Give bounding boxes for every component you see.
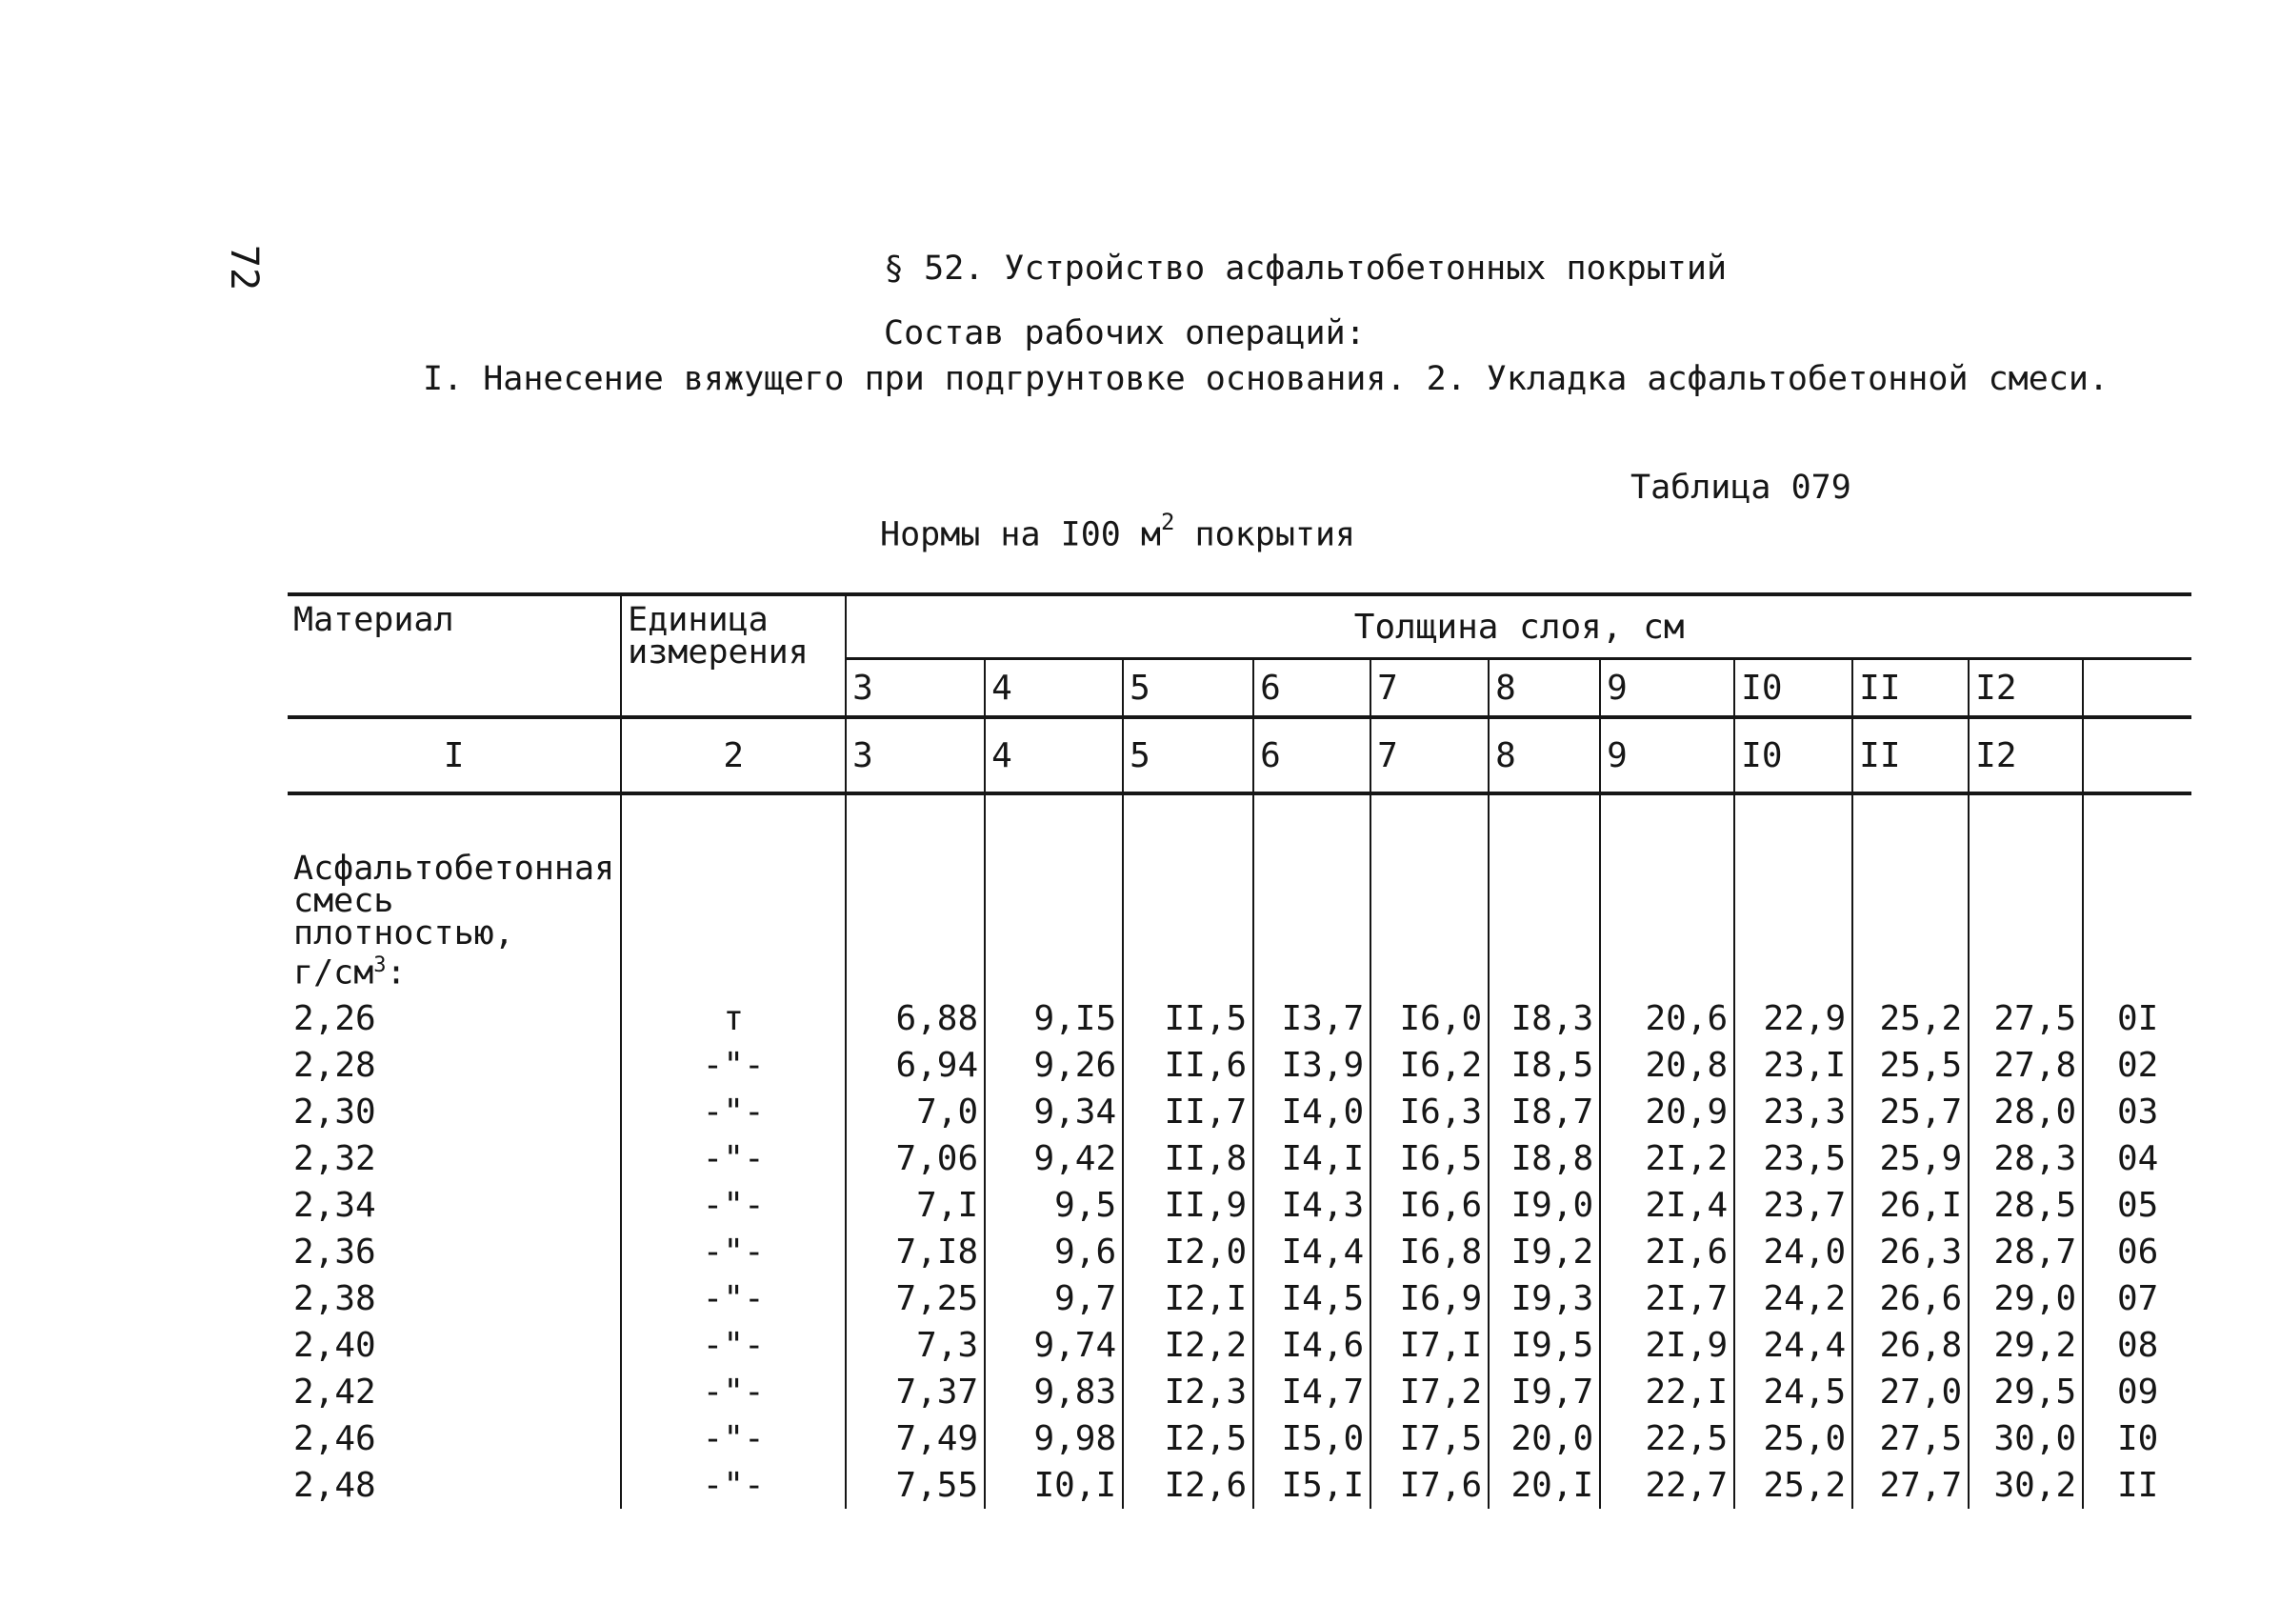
material-desc-sup: 3 [373, 953, 387, 978]
norm-value-cell: 29,2 [1969, 1322, 2083, 1369]
table-caption [880, 509, 1356, 554]
row-code-cell: 06 [2083, 1229, 2191, 1275]
material-desc-text: Асфальтобетонная смесь плотностью, [293, 850, 615, 953]
norm-value-cell: I6,5 [1370, 1135, 1489, 1182]
norm-value-cell: I2,2 [1123, 1322, 1253, 1369]
thickness-header-cell: 6 [1253, 659, 1370, 718]
caption-sup: 2 [1161, 509, 1175, 535]
unit-cell: т [621, 995, 846, 1042]
operations-heading: Состав рабочих операций: [884, 314, 1366, 352]
column-number-cell: 3 [846, 717, 985, 793]
norm-value-cell: I3,7 [1253, 995, 1370, 1042]
row-code-cell: I0 [2083, 1415, 2191, 1462]
norm-value-cell: II,9 [1123, 1182, 1253, 1229]
norm-value-cell: 9,6 [985, 1229, 1123, 1275]
density-cell: 2,32 [293, 1139, 376, 1178]
norm-value-cell: 24,0 [1734, 1229, 1852, 1275]
norm-value-cell: I2,0 [1123, 1229, 1253, 1275]
norm-value-cell: 2I,9 [1600, 1322, 1734, 1369]
material-description-row [288, 793, 2191, 995]
header-material: Материал [288, 594, 621, 717]
thickness-header-cell: I0 [1734, 659, 1852, 718]
norm-value-cell: 27,5 [1852, 1415, 1969, 1462]
row-code-cell: II [2083, 1462, 2191, 1509]
column-number-cell: 5 [1123, 717, 1253, 793]
norm-value-cell: 6,94 [846, 1042, 985, 1089]
norm-value-cell: I6,2 [1370, 1042, 1489, 1089]
table-row [288, 1182, 2191, 1229]
caption-suffix: покрытия [1174, 515, 1356, 554]
row-code-cell: 04 [2083, 1135, 2191, 1182]
unit-cell: -"- [621, 1275, 846, 1322]
norm-value-cell: 7,I [846, 1182, 985, 1229]
norm-value-cell: 25,5 [1852, 1042, 1969, 1089]
norm-value-cell: II,6 [1123, 1042, 1253, 1089]
norm-value-cell: I0,I [985, 1462, 1123, 1509]
density-cell: 2,34 [293, 1186, 376, 1225]
row-code-cell: 0I [2083, 995, 2191, 1042]
norm-value-cell: 7,37 [846, 1369, 985, 1415]
page-number: 72 [222, 244, 267, 291]
norm-value-cell: 27,5 [1969, 995, 2083, 1042]
norm-value-cell: I2,I [1123, 1275, 1253, 1322]
norm-value-cell: 26,I [1852, 1182, 1969, 1229]
row-code-cell: 05 [2083, 1182, 2191, 1229]
norm-value-cell: 7,3 [846, 1322, 985, 1369]
norm-value-cell: 2I,6 [1600, 1229, 1734, 1275]
norm-value-cell: I7,5 [1370, 1415, 1489, 1462]
norm-value-cell: I2,6 [1123, 1462, 1253, 1509]
norm-value-cell: I5,0 [1253, 1415, 1370, 1462]
column-number-cell: I2 [1969, 717, 2083, 793]
density-cell: 2,30 [293, 1093, 376, 1132]
density-cell: 2,46 [293, 1419, 376, 1458]
column-number-cell: 6 [1253, 717, 1370, 793]
section-title: § 52. Устройство асфальтобетонных покрытий [884, 250, 1728, 288]
unit-cell: -"- [621, 1042, 846, 1089]
norm-value-cell: I9,0 [1489, 1182, 1600, 1229]
norm-value-cell: 2I,7 [1600, 1275, 1734, 1322]
norm-value-cell: I6,3 [1370, 1089, 1489, 1135]
row-code-cell: 03 [2083, 1089, 2191, 1135]
norm-value-cell: 28,3 [1969, 1135, 2083, 1182]
table-row [288, 1275, 2191, 1322]
column-number-cell: 7 [1370, 717, 1489, 793]
norm-value-cell: 9,7 [985, 1275, 1123, 1322]
table-row [288, 1369, 2191, 1415]
unit-cell: -"- [621, 1135, 846, 1182]
norm-value-cell: I4,0 [1253, 1089, 1370, 1135]
norm-value-cell: 25,2 [1852, 995, 1969, 1042]
norm-value-cell: 7,55 [846, 1462, 985, 1509]
norm-value-cell: I6,8 [1370, 1229, 1489, 1275]
norm-value-cell: I9,2 [1489, 1229, 1600, 1275]
norm-value-cell: 20,0 [1489, 1415, 1600, 1462]
code-header-cell [2083, 659, 2191, 718]
norm-value-cell: I7,2 [1370, 1369, 1489, 1415]
norm-value-cell: I7,I [1370, 1322, 1489, 1369]
norm-value-cell: I2,5 [1123, 1415, 1253, 1462]
column-number-cell: 9 [1600, 717, 1734, 793]
norm-value-cell: 2I,4 [1600, 1182, 1734, 1229]
density-cell: 2,42 [293, 1373, 376, 1412]
norm-value-cell: 20,I [1489, 1462, 1600, 1509]
norm-value-cell: 24,4 [1734, 1322, 1852, 1369]
norm-value-cell: I6,6 [1370, 1182, 1489, 1229]
table-row [288, 1135, 2191, 1182]
norm-value-cell: I9,5 [1489, 1322, 1600, 1369]
norm-value-cell: 22,7 [1600, 1462, 1734, 1509]
table-row [288, 1042, 2191, 1089]
density-cell: 2,36 [293, 1233, 376, 1272]
norm-value-cell: I3,9 [1253, 1042, 1370, 1089]
table-row [288, 1229, 2191, 1275]
unit-cell: -"- [621, 1462, 846, 1509]
norms-table [288, 592, 2191, 1509]
norm-value-cell: I8,5 [1489, 1042, 1600, 1089]
unit-cell: -"- [621, 1322, 846, 1369]
norm-value-cell: II,7 [1123, 1089, 1253, 1135]
header-thickness-group: Толщина слоя, см [846, 594, 2191, 659]
norm-value-cell: I8,7 [1489, 1089, 1600, 1135]
density-cell: 2,28 [293, 1046, 376, 1085]
caption-prefix: Нормы на I00 м [880, 515, 1162, 554]
norm-value-cell: 29,5 [1969, 1369, 2083, 1415]
column-number-cell: I [288, 717, 621, 793]
norm-value-cell: 9,I5 [985, 995, 1123, 1042]
thickness-header-cell: 8 [1489, 659, 1600, 718]
norm-value-cell: I4,4 [1253, 1229, 1370, 1275]
norm-value-cell: II,5 [1123, 995, 1253, 1042]
norm-value-cell: 23,3 [1734, 1089, 1852, 1135]
norm-value-cell: 9,74 [985, 1322, 1123, 1369]
norm-value-cell: I6,0 [1370, 995, 1489, 1042]
norm-value-cell: 7,49 [846, 1415, 985, 1462]
norm-value-cell: I9,7 [1489, 1369, 1600, 1415]
norm-value-cell: 25,0 [1734, 1415, 1852, 1462]
norm-value-cell: 28,0 [1969, 1089, 2083, 1135]
unit-cell: -"- [621, 1415, 846, 1462]
density-cell: 2,40 [293, 1326, 376, 1365]
norm-value-cell: II,8 [1123, 1135, 1253, 1182]
norm-value-cell: 20,9 [1600, 1089, 1734, 1135]
table-row [288, 995, 2191, 1042]
norm-value-cell: 7,0 [846, 1089, 985, 1135]
row-code-cell: 07 [2083, 1275, 2191, 1322]
material-desc-unit: г/см [293, 954, 374, 992]
norm-value-cell: 20,8 [1600, 1042, 1734, 1089]
norm-value-cell: 26,3 [1852, 1229, 1969, 1275]
norm-value-cell: 24,5 [1734, 1369, 1852, 1415]
table-row [288, 1462, 2191, 1509]
material-description [288, 793, 621, 995]
thickness-header-cell: 9 [1600, 659, 1734, 718]
norm-value-cell: 22,5 [1600, 1415, 1734, 1462]
unit-cell: -"- [621, 1182, 846, 1229]
norm-value-cell: 20,6 [1600, 995, 1734, 1042]
norm-value-cell: 27,8 [1969, 1042, 2083, 1089]
thickness-header-cell: 3 [846, 659, 985, 718]
norm-value-cell: 27,7 [1852, 1462, 1969, 1509]
norm-value-cell: 7,06 [846, 1135, 985, 1182]
norm-value-cell: I8,3 [1489, 995, 1600, 1042]
thickness-header-cell: 7 [1370, 659, 1489, 718]
column-number-cell: 2 [621, 717, 846, 793]
thickness-header-cell: I2 [1969, 659, 2083, 718]
norm-value-cell: I7,6 [1370, 1462, 1489, 1509]
norm-value-cell: 23,5 [1734, 1135, 1852, 1182]
unit-cell: -"- [621, 1089, 846, 1135]
norm-value-cell: 28,7 [1969, 1229, 2083, 1275]
density-cell: 2,26 [293, 999, 376, 1038]
column-number-cell: 8 [1489, 717, 1600, 793]
norm-value-cell: 30,2 [1969, 1462, 2083, 1509]
table-row [288, 1415, 2191, 1462]
norm-value-cell: 9,34 [985, 1089, 1123, 1135]
norm-value-cell: 29,0 [1969, 1275, 2083, 1322]
norm-value-cell: 9,98 [985, 1415, 1123, 1462]
density-cell: 2,38 [293, 1279, 376, 1318]
norm-value-cell: 28,5 [1969, 1182, 2083, 1229]
row-code-cell: 08 [2083, 1322, 2191, 1369]
norm-value-cell: 6,88 [846, 995, 985, 1042]
norm-value-cell: 9,42 [985, 1135, 1123, 1182]
norm-value-cell: I5,I [1253, 1462, 1370, 1509]
density-cell: 2,48 [293, 1466, 376, 1505]
norm-value-cell: 27,0 [1852, 1369, 1969, 1415]
norm-value-cell: 23,I [1734, 1042, 1852, 1089]
norm-value-cell: 24,2 [1734, 1275, 1852, 1322]
column-number-cell: 4 [985, 717, 1123, 793]
row-code-cell: 02 [2083, 1042, 2191, 1089]
norm-value-cell: I8,8 [1489, 1135, 1600, 1182]
norm-value-cell: 7,I8 [846, 1229, 985, 1275]
column-number-cell-empty [2083, 717, 2191, 793]
column-number-cell: I0 [1734, 717, 1852, 793]
norm-value-cell: I4,5 [1253, 1275, 1370, 1322]
operations-text: I. Нанесение вяжущего при подгрунтовке основания. 2. Укладка асфальтобетонной смеси. [423, 360, 2110, 398]
table-row [288, 1089, 2191, 1135]
norm-value-cell: I4,7 [1253, 1369, 1370, 1415]
norm-value-cell: 26,8 [1852, 1322, 1969, 1369]
norm-value-cell: 25,2 [1734, 1462, 1852, 1509]
norm-value-cell: 25,7 [1852, 1089, 1969, 1135]
thickness-header-cell: 4 [985, 659, 1123, 718]
table-label: Таблица 079 [1630, 469, 1851, 507]
norm-value-cell: 22,9 [1734, 995, 1852, 1042]
norm-value-cell: I4,6 [1253, 1322, 1370, 1369]
norm-value-cell: I9,3 [1489, 1275, 1600, 1322]
norm-value-cell: I6,9 [1370, 1275, 1489, 1322]
norm-value-cell: 9,5 [985, 1182, 1123, 1229]
norm-value-cell: I2,3 [1123, 1369, 1253, 1415]
norm-value-cell: 26,6 [1852, 1275, 1969, 1322]
norm-value-cell: 2I,2 [1600, 1135, 1734, 1182]
material-desc-tail: : [386, 954, 407, 992]
norm-value-cell: I4,3 [1253, 1182, 1370, 1229]
thickness-header-cell: II [1852, 659, 1969, 718]
column-number-cell: II [1852, 717, 1969, 793]
unit-cell: -"- [621, 1369, 846, 1415]
thickness-header-cell: 5 [1123, 659, 1253, 718]
column-number-row [288, 717, 2191, 793]
norm-value-cell: 9,26 [985, 1042, 1123, 1089]
norm-value-cell: 23,7 [1734, 1182, 1852, 1229]
norm-value-cell: 7,25 [846, 1275, 985, 1322]
row-code-cell: 09 [2083, 1369, 2191, 1415]
table-row [288, 1322, 2191, 1369]
norm-value-cell: I4,I [1253, 1135, 1370, 1182]
unit-cell: -"- [621, 1229, 846, 1275]
norm-value-cell: 25,9 [1852, 1135, 1969, 1182]
norm-value-cell: 9,83 [985, 1369, 1123, 1415]
norm-value-cell: 30,0 [1969, 1415, 2083, 1462]
norm-value-cell: 22,I [1600, 1369, 1734, 1415]
header-unit: Единица измерения [621, 594, 846, 717]
